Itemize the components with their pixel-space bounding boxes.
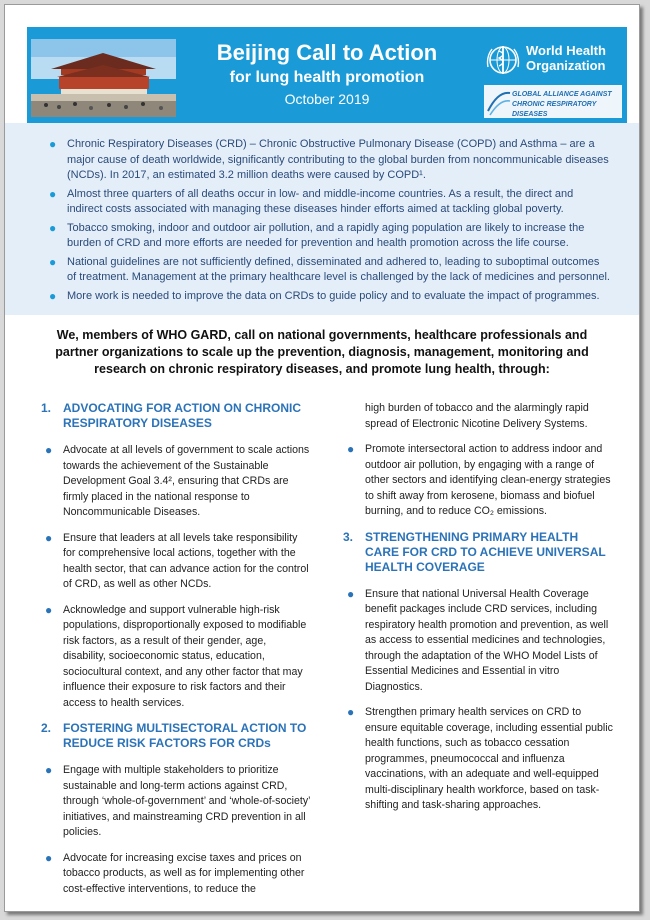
right-column [343,401,613,824]
left-column [41,401,311,907]
list-item: ● Advocate for increasing excise taxes and prices on tobacco products, as well as for implementing other cost-effective interventions, to reduce the [45,850,305,895]
who-name: World Health Organization [526,43,606,73]
document-title: Beijing Call to Action [216,40,438,65]
bullet-icon: ● [49,186,57,201]
document-page [4,4,640,912]
continued-text: high burden of tobacco and the alarmingly rapid spread of Electronic Nicotine Delivery Systems. [365,402,589,430]
list-item: ● Ensure that national Universal Health Coverage benefit packages include CRD services, including respiratory health promotion and prevention, as well as access to essential medicines and technologies, through the adaptation of the WHO Model Lists of Essential Medicines and Essential in vitro Diagnostics. [347,586,609,693]
gard-logo [484,85,622,118]
list-item: ● Promote intersectoral action to address indoor and outdoor air pollution, by engaging with a range of other sectors and identifying clean-energy strategies to shift away from kerosene, biomass and biofuel burning, and to reduce CO₂ emissions. [347,442,611,517]
title-block [177,39,477,109]
bullet-icon: ● [347,586,355,601]
gard-swoosh-icon [486,87,512,117]
call-statement: We, members of WHO GARD, call on national governments, healthcare professionals and partner organizations to scale up the prevention, diagnosis, management, monitoring and research on chronic respiratory diseases, and promote lung health, through: [55,328,589,376]
list-item: ● Engage with multiple stakeholders to prioritize sustainable and long-term actions against CRD, through ‘whole-of-government’ and ‘whole-of-society’ initiatives, and mainstreaming CRD prevention in all policies. [45,763,311,838]
who-emblem-icon [484,41,522,79]
list-item: ● Advocate at all levels of government to scale actions towards the achievement of the Sustainable Development Goal 3.4², ensuring that CRDs are firmly placed in the national response to Noncommunicable Diseases. [45,443,310,518]
bullet-icon: ● [45,602,53,617]
list-item: ● Chronic Respiratory Diseases (CRD) – Chronic Obstructive Pulmonary Disease (COPD) and Asthma – are a major cause of death worldwide, significantly contributing to the global burden from noncommunicable diseases (NCDs). In 2017, an estimated 3.2 million deaths were caused by COPD¹. [49,137,609,181]
section-2-list [41,763,311,897]
section-3-list [343,587,613,814]
gard-line1: GLOBAL ALLIANCE AGAINST [512,91,612,98]
bullet-icon: ● [45,763,53,777]
bullet-icon: ● [45,443,53,457]
section-heading-2: 2. FOSTERING MULTISECTORAL ACTION TO REDUCE RISK FACTORS FOR CRDs [41,721,307,750]
section-2-list-continued [343,442,613,520]
list-item: ● Ensure that leaders at all levels take responsibility for comprehensive local actions, together with the health sector, that can advance action for the control of CRD, as well as other NCDs. [45,530,309,590]
header-banner [27,27,627,123]
forbidden-city-photo [31,39,176,117]
document-subtitle: for lung health promotion [229,69,425,86]
document-date: October 2019 [284,91,370,107]
gard-line2: CHRONIC RESPIRATORY DISEASES [512,101,597,118]
list-item: ● National guidelines are not sufficiently defined, disseminated and adhered to, leading to suboptimal outcomes of treatment. Management at the primary healthcare level is challenged by the lack of medicines and personnel. [49,254,610,283]
intro-list [45,137,611,307]
intro-panel [5,123,639,315]
list-item: ● Tobacco smoking, indoor and outdoor air pollution, and a rapidly aging population are likely to increase the burden of CRD and more efforts are needed for prevention and health promotion across the life course. [49,220,585,249]
list-item: ● Acknowledge and support vulnerable high-risk populations, disproportionally exposed to modifiable risk factors, as a result of their gender, age, disability, socioeconomic status, education, sociocultural context, and any other factor that may influence their exposure to risk factors and their access to health services. [45,602,307,709]
bullet-icon: ● [347,705,355,719]
bullet-icon: ● [49,137,57,151]
bullet-icon: ● [45,530,53,545]
bullet-icon: ● [347,442,355,456]
list-item: ● More work is needed to improve the data on CRDs to guide policy and to evaluate the impact of programmes. [49,288,600,303]
bullet-icon: ● [49,220,57,235]
section-1-list [41,443,311,711]
section-heading-3: 3. STRENGTHENING PRIMARY HEALTH CARE FOR CRD TO ACHIEVE UNIVERSAL HEALTH COVERAGE [343,529,606,574]
who-logo [482,41,622,81]
bullet-icon: ● [45,850,53,865]
list-item: ● Almost three quarters of all deaths occur in low- and middle-income countries. As a result, the direct and indirect costs associated with managing these diseases hinder efforts aimed at tackling global poverty. [49,186,574,215]
bullet-icon: ● [49,288,57,303]
bullet-icon: ● [49,254,57,269]
list-item: ● Strengthen primary health services on CRD to ensure equitable coverage, including essential public health functions, such as tobacco cessation programmes, pneumococcal and influenza vaccinations, with an adequate and well-equipped multi-disciplinary health workforce, based on task-shifting and task-sharing approaches. [347,705,613,811]
section-heading-1: 1. ADVOCATING FOR ACTION ON CHRONIC RESPIRATORY DISEASES [41,401,301,430]
